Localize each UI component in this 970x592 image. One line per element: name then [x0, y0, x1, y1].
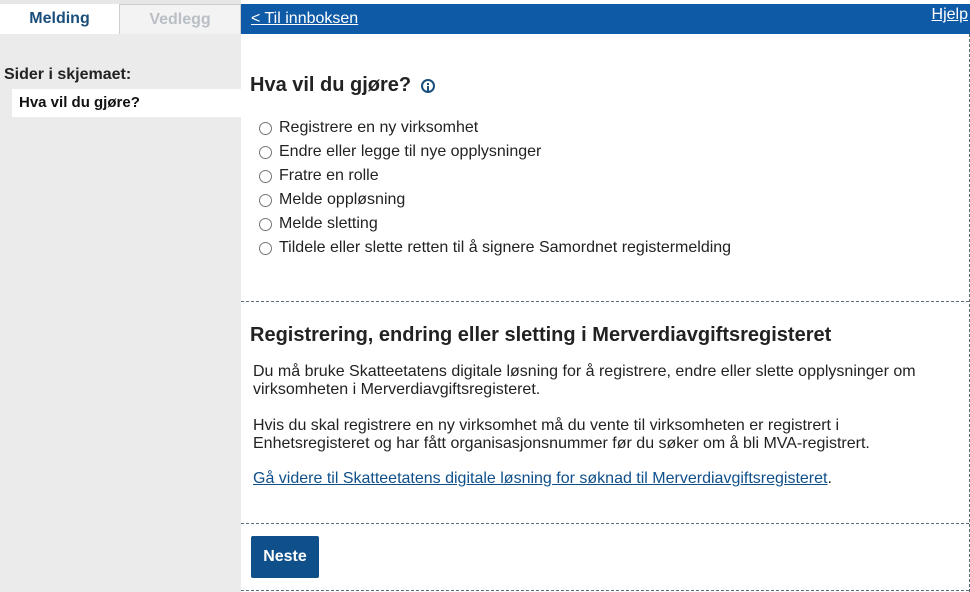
section-divider — [241, 590, 969, 591]
radio-group — [259, 116, 731, 260]
radio-option[interactable] — [259, 188, 731, 212]
radio-label[interactable]: Fratre en rolle — [279, 167, 379, 184]
info-icon[interactable] — [421, 79, 435, 93]
top-bar — [0, 0, 970, 34]
radio-button[interactable] — [259, 194, 272, 207]
skatteetaten-link[interactable]: Gå videre til Skatteetatens digitale løsning for søknad til Merverdiavgiftsregisteret — [253, 470, 828, 487]
radio-button[interactable] — [259, 242, 272, 255]
section-divider — [241, 301, 969, 302]
radio-label[interactable]: Registrere en ny virksomhet — [279, 119, 479, 136]
main-content — [241, 34, 970, 592]
info-link-paragraph — [253, 470, 943, 488]
tab-melding[interactable]: Melding — [0, 4, 119, 34]
radio-label[interactable]: Melde oppløsning — [279, 191, 406, 208]
info-section-title: Registrering, endring eller sletting i Merverdiavgiftsregisteret — [250, 324, 832, 346]
next-button[interactable]: Neste — [251, 536, 319, 578]
radio-option[interactable] — [259, 164, 731, 188]
question-heading — [250, 74, 435, 97]
sidebar-item-current-page[interactable]: Hva vil du gjøre? — [12, 89, 241, 117]
sidebar-title: Sider i skjemaet: — [4, 66, 132, 83]
radio-option[interactable] — [259, 140, 731, 164]
info-paragraph: Hvis du skal registrere en ny virksomhet må du vente til virksomheten er registrert i Enhetsregisteret og har fått organisasjonsnummer før du søker om å bli MVA-registrert. — [253, 417, 870, 452]
section-divider — [241, 523, 969, 524]
info-paragraph: Du må bruke Skatteetatens digitale løsning for å registrere, endre eller slette opplysninger om virksomheten i Merverdiavgiftsregisteret. — [253, 363, 916, 398]
radio-option[interactable] — [259, 212, 731, 236]
radio-label[interactable]: Endre eller legge til nye opplysninger — [279, 143, 542, 160]
radio-label[interactable]: Tildele eller slette retten til å signere Samordnet registermelding — [279, 239, 732, 256]
help-link[interactable]: Hjelp — [931, 6, 968, 23]
back-to-inbox-link[interactable]: < Til innboksen — [251, 10, 359, 27]
question-title: Hva vil du gjøre? — [250, 74, 412, 96]
link-suffix: . — [827, 470, 832, 487]
tab-vedlegg[interactable]: Vedlegg — [119, 4, 241, 34]
radio-option[interactable] — [259, 116, 731, 140]
radio-button[interactable] — [259, 146, 272, 159]
radio-button[interactable] — [259, 122, 272, 135]
radio-button[interactable] — [259, 170, 272, 183]
radio-button[interactable] — [259, 218, 272, 231]
radio-option[interactable] — [259, 236, 731, 260]
header-bar — [241, 4, 970, 34]
radio-label[interactable]: Melde sletting — [279, 215, 378, 232]
sidebar — [0, 34, 241, 592]
